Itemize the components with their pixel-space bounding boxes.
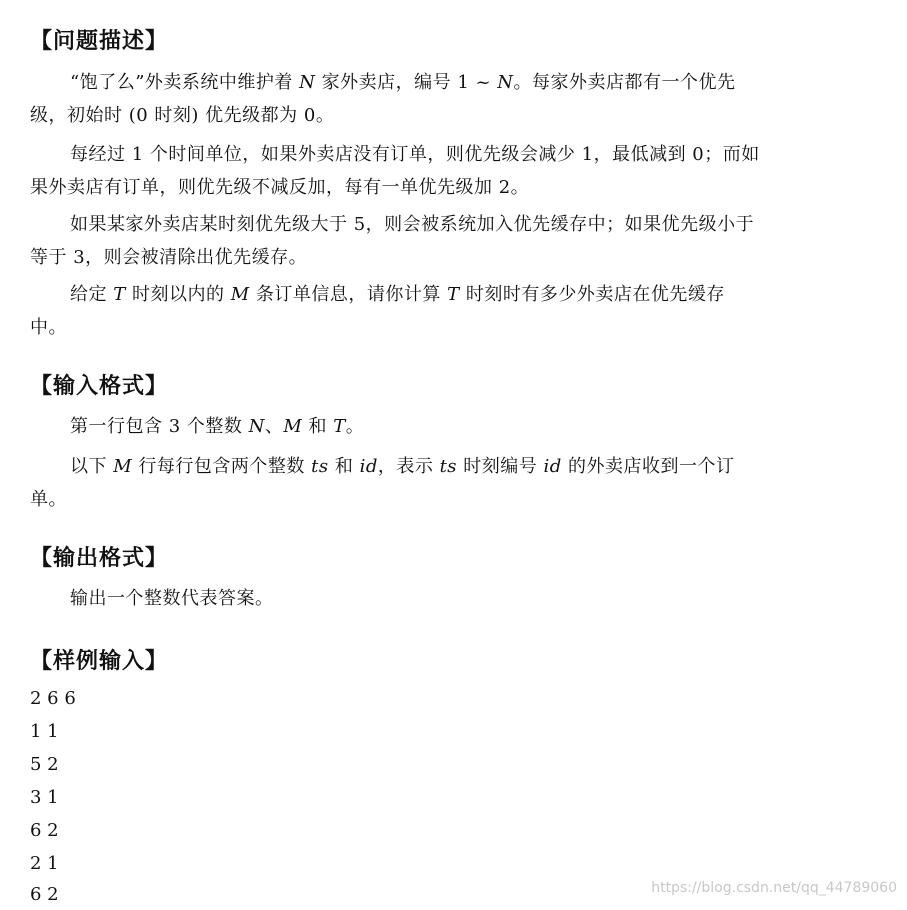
watermark-text: https://blog.csdn.net/qq_44789060 [651, 880, 897, 896]
problem-paragraph-2: 每经过 1 个时间单位，如果外卖店没有订单，则优先级会减少 1，最低减到 0；而如果外卖店有订单，则优先级不减反加，每有一单优先级加 2。 [30, 144, 760, 198]
sample-input-heading: 【样例输入】 [30, 649, 169, 674]
sample-input-line: 3 1 [30, 787, 59, 808]
sample-input-line: 6 2 [30, 820, 59, 841]
sample-input-line: 6 2 [30, 884, 59, 905]
sample-input-line: 2 6 6 [30, 688, 76, 709]
input-format-heading: 【输入格式】 [30, 374, 169, 399]
sample-input-line: 1 1 [30, 721, 59, 742]
sample-input-line: 2 1 [30, 853, 59, 874]
output-format-paragraph: 输出一个整数代表答案。 [70, 588, 274, 609]
problem-heading: 【问题描述】 [30, 29, 169, 54]
problem-paragraph-3: 如果某家外卖店某时刻优先级大于 5，则会被系统加入优先缓存中；如果优先级小于等于 3，则会被清除出优先缓存。 [30, 214, 755, 268]
input-format-paragraph-1: 第一行包含 3 个整数 N、M 和 T。 [70, 416, 365, 437]
problem-paragraph-4: 给定 T 时刻以内的 M 条订单信息，请你计算 T 时刻时有多少外卖店在优先缓存中。 [30, 284, 725, 338]
input-format-paragraph-2: 以下 M 行每行包含两个整数 ts 和 id，表示 ts 时刻编号 id 的外卖店收到一个订单。 [30, 456, 735, 510]
output-format-heading: 【输出格式】 [30, 546, 169, 571]
sample-input-line: 5 2 [30, 754, 59, 775]
problem-paragraph-1: “饱了么”外卖系统中维护着 N 家外卖店，编号 1 ~ N。每家外卖店都有一个优先级，初始时 (0 时刻) 优先级都为 0。 [30, 72, 736, 126]
